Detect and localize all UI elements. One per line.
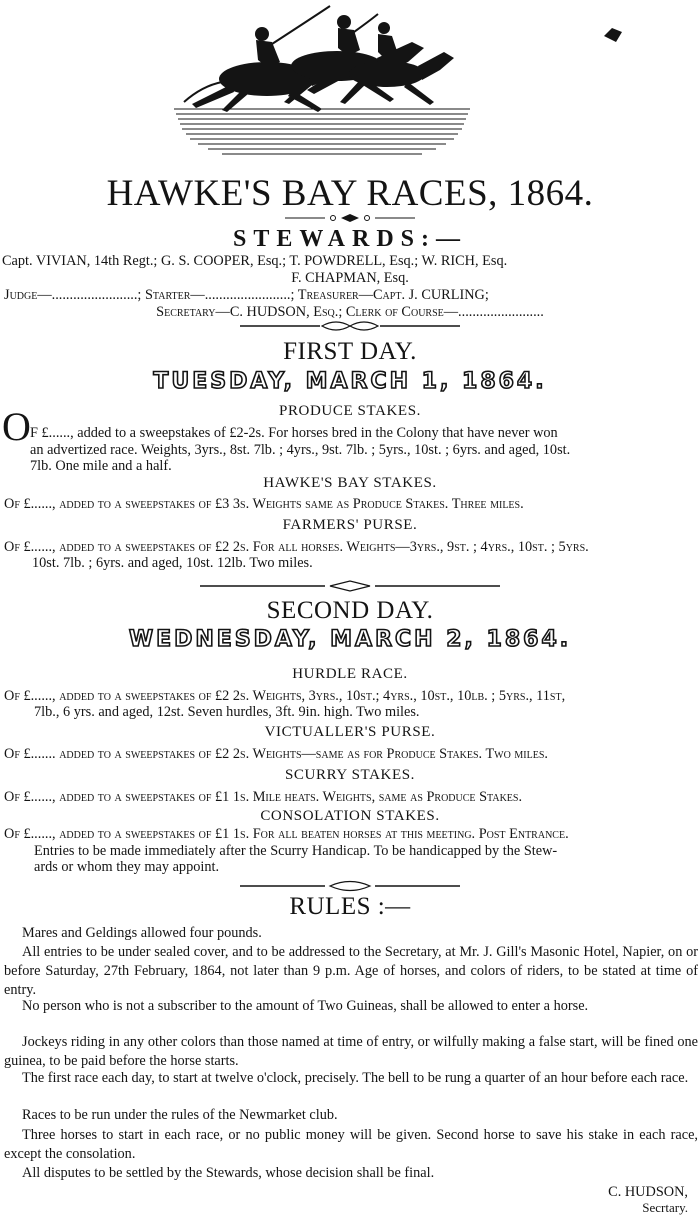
race-terms: Of £......, added to a sweepstakes of £2 2s. Weights, 3yrs., 10st.; 4yrs., 10st., 10lb. ; 5yrs., 11st, (4, 688, 566, 704)
race-terms: F £......, added to a sweepstakes of £2-2s. For horses bred in the Colony that have never won (30, 425, 558, 441)
second-day-heading: SECOND DAY. (266, 597, 434, 624)
race-title: FARMERS' PURSE. (282, 517, 418, 533)
signature-title: Secrtary. (642, 1200, 688, 1215)
race-terms: an advertized race. Weights, 3yrs., 8st. 7lb. ; 4yrs., 9st. 7lb. ; 5yrs., 10st. ; 6yrs. and aged, 10st. (30, 442, 571, 458)
rule-item: Three horses to start in each race, or no public money will be given. Second horse to save his stake in each race, except the consolation. (4, 1127, 698, 1162)
race-terms: 7lb. One mile and a half. (30, 458, 172, 474)
drop-cap: O (2, 404, 31, 449)
rule-item: Jockeys riding in any other colors than those named at time of entry, or wilfully making a false start, will be fined one guinea, to be paid before the horse starts. (4, 1034, 698, 1069)
rule-item: Mares and Geldings allowed four pounds. (22, 925, 262, 941)
ornament-mark-icon (602, 26, 624, 44)
race-title: HURDLE RACE. (292, 666, 408, 682)
rule-item: The first race each day, to start at twelve o'clock, precisely. The bell to be rung a quarter of an hour before each race. (22, 1070, 689, 1086)
first-day-heading: FIRST DAY. (283, 338, 417, 365)
ornament-divider (200, 580, 500, 592)
ornament-divider (240, 320, 460, 332)
rule-item: No person who is not a subscriber to the amount of Two Guineas, shall be allowed to enter a horse. (22, 998, 589, 1014)
stewards-list-continued: F. CHAPMAN, Esq. (291, 270, 409, 286)
race-title: HAWKE'S BAY STAKES. (263, 475, 437, 491)
race-title: CONSOLATION STAKES. (260, 808, 440, 824)
rules-heading: RULES :— (289, 893, 411, 920)
race-terms: ards or whom they may appoint. (34, 859, 220, 875)
race-terms: Entries to be made immediately after the Scurry Handicap. To be handicapped by the Stew- (34, 843, 558, 859)
poster-title: HAWKE'S BAY RACES, 1864. (106, 173, 594, 214)
signature-name: C. HUDSON, (608, 1184, 688, 1200)
race-title: PRODUCE STAKES. (279, 403, 421, 419)
second-day-date: WEDNESDAY, MARCH 2, 1864. (128, 627, 572, 652)
race-terms: 7lb., 6 yrs. and aged, 12st. Seven hurdles, 3ft. 9in. high. Two miles. (34, 704, 420, 720)
race-terms: Of £....... added to a sweepstakes of £2 2s. Weights—same as for Produce Stakes. Two miles. (4, 746, 548, 762)
secretary-line: Secretary—C. HUDSON, Esq.; Clerk of Course—........................ (156, 304, 544, 320)
stewards-list: Capt. VIVIAN, 14th Regt.; G. S. COOPER, Esq.; T. POWDRELL, Esq.; W. RICH, Esq. (2, 253, 508, 269)
ornament-divider (240, 880, 460, 892)
rule-item: Races to be run under the rules of the Newmarket club. (22, 1107, 338, 1123)
first-day-date: TUESDAY, MARCH 1, 1864. (153, 369, 547, 394)
race-terms: Of £......, added to a sweepstakes of £1 1s. For all beaten horses at this meeting. Post Entrance. (4, 826, 569, 842)
officials-line: Judge—........................; Starter—........................; Treasurer—Capt. J. CURLING; (4, 287, 489, 303)
rule-item: All entries to be under sealed cover, and to be addressed to the Secretary, at Mr. J. Gill's Masonic Hotel, Napier, on or before Saturday, 27th February, 1864, not later than 9 p.m. Age of horses, and colors of riders, to be stated at time of entry. (4, 944, 698, 998)
rule-item: All disputes to be settled by the Stewards, whose decision shall be final. (22, 1165, 435, 1181)
race-title: VICTUALLER'S PURSE. (264, 724, 436, 740)
race-terms: 10st. 7lb. ; 6yrs. and aged, 10st. 12lb. Two miles. (32, 555, 313, 571)
stewards-heading: STEWARDS:— (232, 226, 468, 252)
race-terms: Of £......, added to a sweepstakes of £1 1s. Mile heats. Weights, same as Produce Stakes. (4, 789, 523, 805)
racehorses-engraving (172, 4, 472, 164)
race-terms: Of £......, added to a sweepstakes of £2 2s. For all horses. Weights—3yrs., 9st. ; 4yrs., 10st. ; 5yrs. (4, 539, 589, 555)
ornament-divider (285, 213, 415, 223)
race-terms: Of £......, added to a sweepstakes of £3 3s. Weights same as Produce Stakes. Three miles. (4, 496, 524, 512)
race-title: SCURRY STAKES. (284, 767, 415, 783)
